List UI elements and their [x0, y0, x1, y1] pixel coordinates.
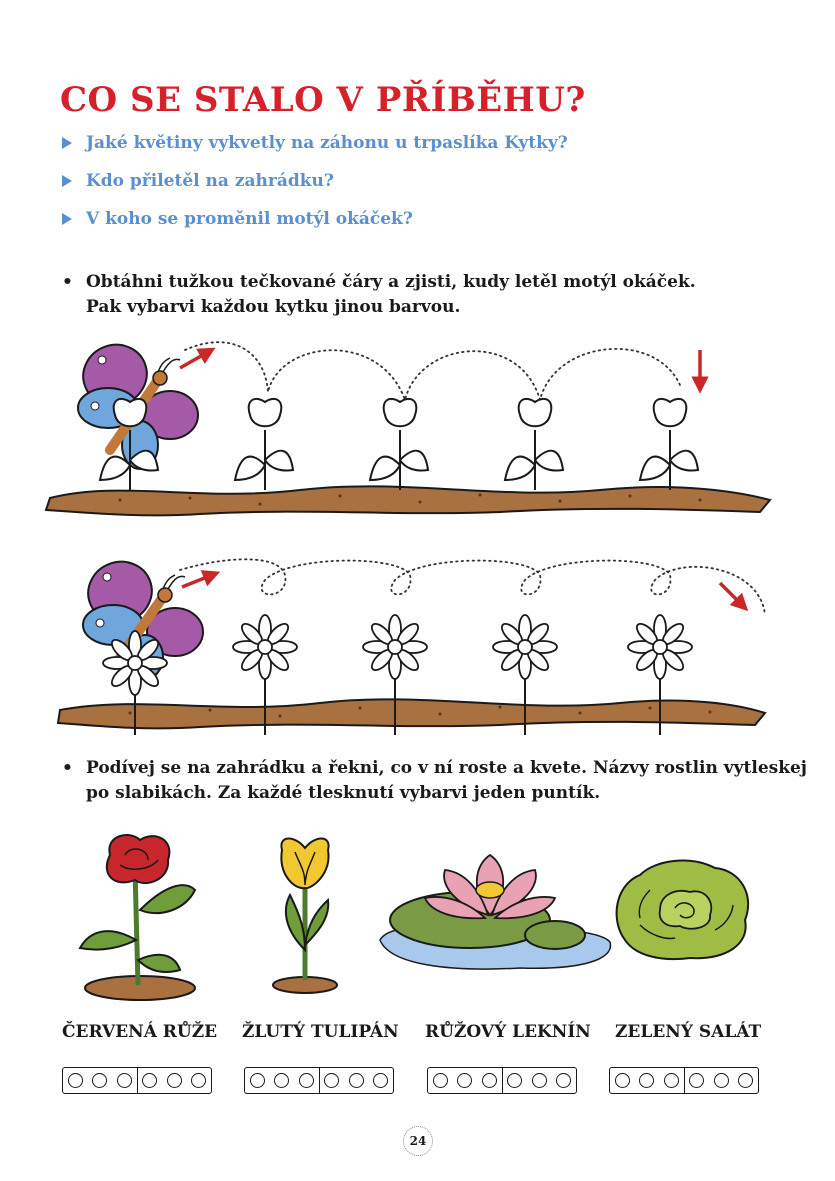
syllable-dot[interactable]	[142, 1073, 157, 1088]
start-arrow-icon	[180, 352, 208, 368]
syllable-dot[interactable]	[507, 1073, 522, 1088]
syllable-box	[244, 1067, 394, 1094]
end-arrow-icon	[720, 583, 742, 605]
syllable-dot[interactable]	[714, 1073, 729, 1088]
tulip-illustration	[273, 838, 337, 993]
syllable-dot[interactable]	[639, 1073, 654, 1088]
start-arrow-icon	[182, 575, 212, 587]
plant-label: RŮŽOVÝ LEKNÍN	[425, 1022, 591, 1042]
syllable-dot[interactable]	[664, 1073, 679, 1088]
triangle-bullet-icon	[62, 213, 72, 225]
instruction-line: Pak vybarvi každou kytku jinou barvou.	[86, 297, 461, 317]
tulip-outline	[235, 399, 293, 490]
tulip-outline	[505, 399, 563, 490]
daisy-row-scene	[0, 545, 835, 735]
plant-illustrations	[0, 830, 835, 1010]
bullet: •	[62, 758, 73, 778]
plant-label: ČERVENÁ RŮŽE	[62, 1022, 218, 1042]
instruction-line: po slabikách. Za každé tlesknutí vybarvi jeden puntík.	[86, 783, 601, 803]
syllable-dot[interactable]	[324, 1073, 339, 1088]
instruction-line: Podívej se na zahrádku a řekni, co v ní roste a kvete. Názvy rostlin vytleskej	[86, 758, 807, 778]
syllable-box	[427, 1067, 577, 1094]
syllable-dot[interactable]	[433, 1073, 448, 1088]
syllable-dot[interactable]	[457, 1073, 472, 1088]
plant-label: ŽLUTÝ TULIPÁN	[242, 1022, 399, 1042]
page-number: 24	[403, 1126, 433, 1156]
question-text: V koho se proměnil motýl okáček?	[86, 209, 413, 229]
water-lily-illustration	[380, 855, 610, 969]
syllable-box	[62, 1067, 212, 1094]
syllable-dot[interactable]	[167, 1073, 182, 1088]
bullet: •	[62, 272, 73, 292]
triangle-bullet-icon	[62, 137, 72, 149]
tulip-outline	[640, 399, 698, 490]
syllable-dot[interactable]	[373, 1073, 388, 1088]
syllable-dot[interactable]	[299, 1073, 314, 1088]
syllable-dot[interactable]	[274, 1073, 289, 1088]
triangle-bullet-icon	[62, 175, 72, 187]
syllable-dot[interactable]	[92, 1073, 107, 1088]
story-questions	[62, 130, 568, 244]
soil-strip	[58, 699, 765, 728]
plant-label: ZELENÝ SALÁT	[615, 1022, 762, 1042]
syllable-dot[interactable]	[349, 1073, 364, 1088]
instruction-trace	[62, 270, 696, 320]
syllable-dot[interactable]	[191, 1073, 206, 1088]
question-text: Jaké květiny vykvetly na záhonu u trpaslíka Kytky?	[86, 133, 568, 153]
syllable-dot[interactable]	[556, 1073, 571, 1088]
soil-strip	[46, 486, 770, 515]
dotted-flight-path	[180, 559, 765, 615]
question-text: Kdo přiletěl na zahrádku?	[86, 171, 334, 191]
dotted-flight-path	[185, 342, 680, 400]
syllable-box	[609, 1067, 759, 1094]
instruction-line: Obtáhni tužkou tečkované čáry a zjisti, kudy letěl motýl okáček.	[86, 272, 696, 292]
rose-illustration	[80, 835, 195, 1000]
syllable-dot[interactable]	[68, 1073, 83, 1088]
tulip-row-scene	[0, 330, 835, 520]
lettuce-illustration	[617, 861, 749, 960]
syllable-dot[interactable]	[250, 1073, 265, 1088]
page-title: CO SE STALO V PŘÍBĚHU?	[60, 80, 586, 120]
syllable-dot[interactable]	[615, 1073, 630, 1088]
question-item	[62, 206, 568, 232]
syllable-dot[interactable]	[532, 1073, 547, 1088]
tulip-outline	[370, 399, 428, 490]
syllable-dot[interactable]	[738, 1073, 753, 1088]
syllable-dot[interactable]	[117, 1073, 132, 1088]
question-item	[62, 130, 568, 156]
plant-labels	[0, 1022, 835, 1052]
syllable-dot[interactable]	[482, 1073, 497, 1088]
instruction-syllables	[62, 756, 807, 806]
question-item	[62, 168, 568, 194]
syllable-dot[interactable]	[689, 1073, 704, 1088]
